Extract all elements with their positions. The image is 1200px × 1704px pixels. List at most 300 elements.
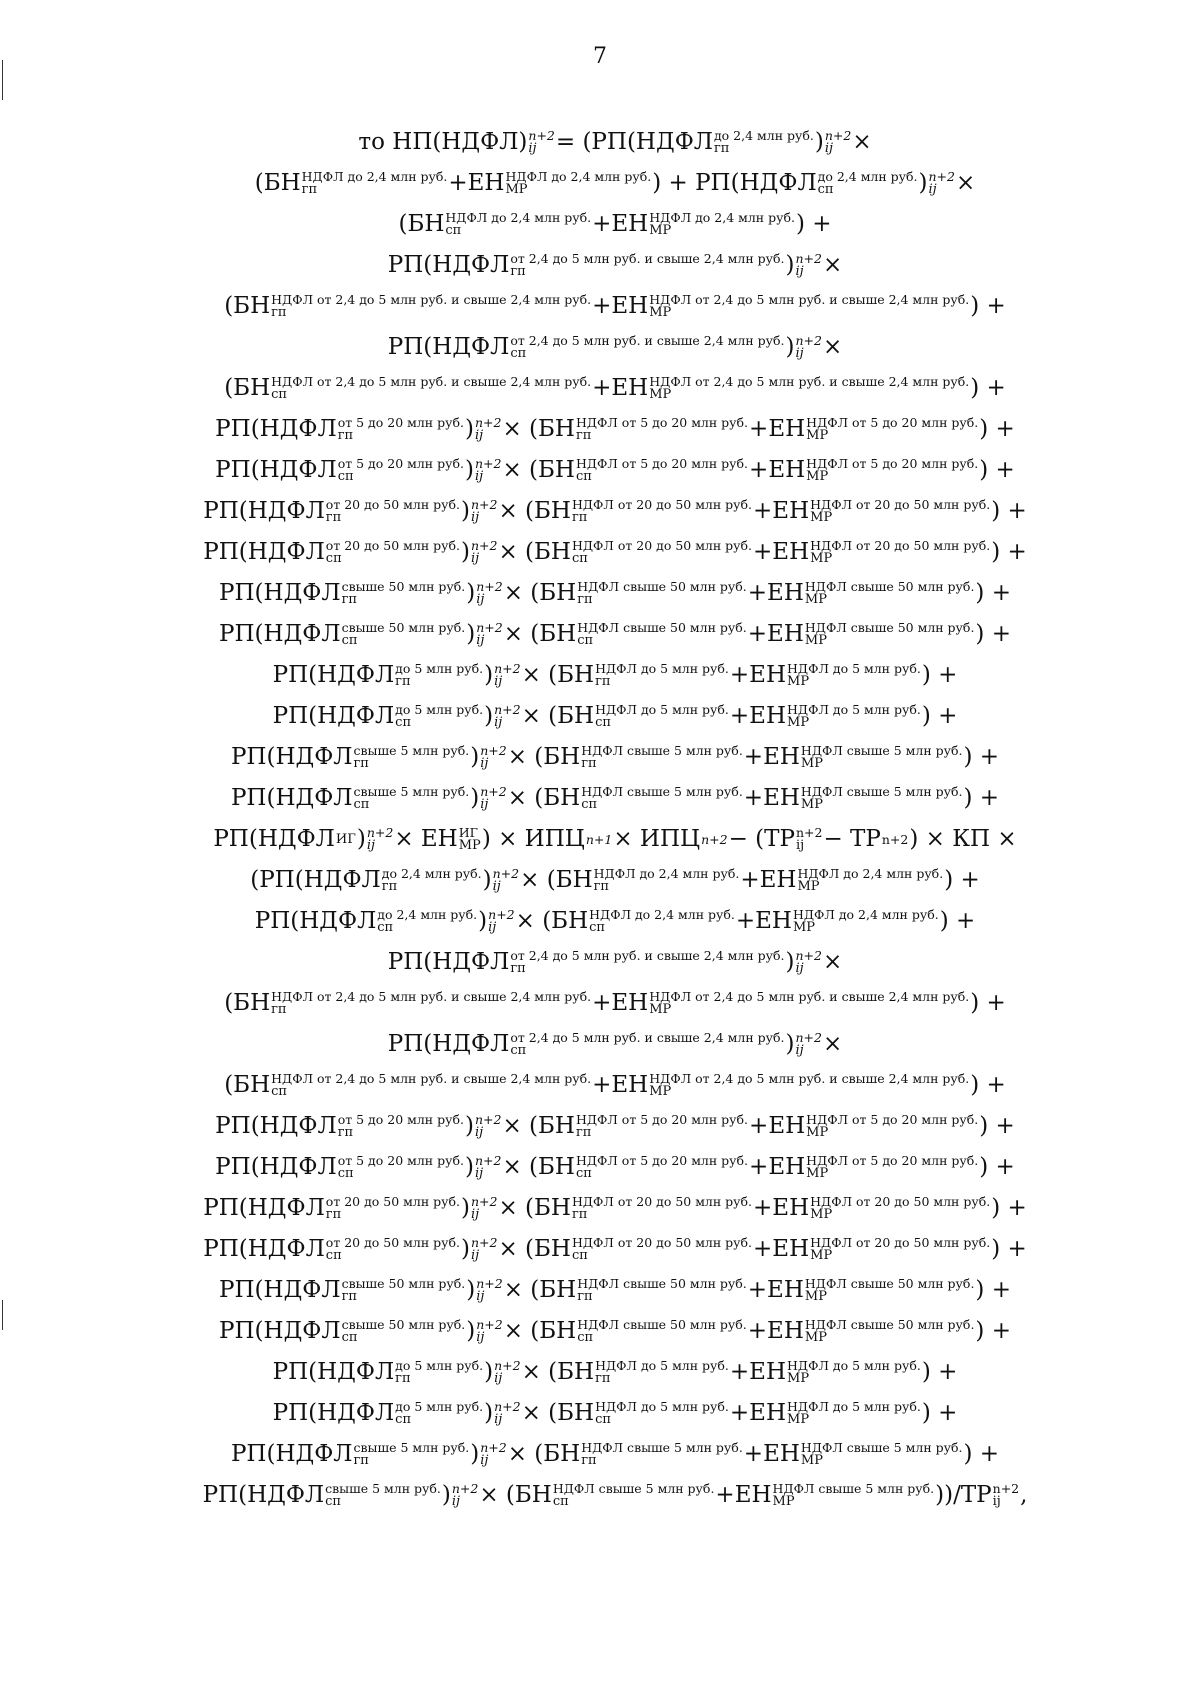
formula-text: ) [785,1031,795,1057]
formula-text: +ЕН [592,990,649,1016]
script-pair [649,293,969,320]
superscript: до 5 млн руб. [395,702,484,718]
formula-text: ) [484,1359,494,1385]
superscript: от 5 до 20 млн руб. [337,1112,464,1128]
script-pair [471,539,497,566]
subscript: сп [337,469,354,485]
subscript: сп [817,182,834,198]
script-pair [271,1072,591,1099]
subscript: гп [325,1207,342,1223]
formula-text: × (БН [507,1441,581,1467]
formula-text: × (БН [503,621,577,647]
formula-text: ) [814,129,824,155]
superscript: до 2,4 млн руб. [381,866,482,882]
superscript: n+2 [476,620,503,636]
formula-text: × ЕН [394,826,458,852]
script-pair [475,457,501,484]
subscript: гп [713,141,730,157]
script-pair [475,416,501,443]
formula-text: ) + [991,498,1027,524]
formula-text: × (БН [498,1195,571,1221]
formula-text: +ЕН [753,1236,810,1262]
script-pair [452,1482,478,1509]
formula-line [110,942,1120,983]
superscript: от 2,4 до 5 млн руб. и свыше 2,4 млн руб. [510,333,785,349]
formula-text: ) [484,1400,494,1426]
formula-text: ) × КП × [909,826,1017,852]
formula-text: = (РП(НДФЛ [555,129,713,155]
script-pair [701,833,727,846]
script-pair [476,1277,502,1304]
script-pair [589,908,735,935]
superscript: n+2 [480,784,507,800]
script-pair [459,826,481,853]
script-pair [806,416,978,443]
formula-text: +ЕН [729,1359,787,1385]
formula-text: ) [461,1236,470,1262]
subscript: гп [301,182,318,198]
formula-line [110,1352,1120,1393]
subscript: гп [593,879,610,895]
formula-text: +ЕН [715,1482,772,1508]
formula-text: +ЕН [592,293,649,319]
superscript: свыше 50 млн руб. [341,579,466,595]
formula-text: РП(НДФЛ [230,1441,353,1467]
script-pair [326,1195,460,1222]
formula-line [110,1229,1120,1270]
subscript: МР [804,633,827,649]
subscript: гп [575,428,592,444]
script-pair [805,621,975,648]
subscript: гп [353,756,369,772]
superscript: n+2 [488,907,515,923]
subscript: МР [787,715,810,731]
formula-text: × (БН [503,580,577,606]
script-pair [572,498,752,525]
script-pair [577,580,747,607]
formula-text: +ЕН [749,416,806,442]
formula-text: (БН [224,375,271,401]
formula-text: ) + [991,1195,1027,1221]
formula-text: × (БН [521,662,595,688]
script-pair [810,498,990,525]
formula-text: ) + [963,785,1000,811]
subscript: МР [772,1494,795,1510]
superscript: НДФЛ от 5 до 20 млн руб. [575,1112,749,1128]
formula-text: ) × ИПЦ [481,826,585,852]
formula-text: ) + [944,867,980,893]
superscript: от 20 до 50 млн руб. [325,497,460,513]
script-pair [528,129,554,156]
script-pair [795,252,821,279]
formula-text: × (БН [502,1154,575,1180]
formula-line [110,819,1120,860]
formula-line [110,1188,1120,1229]
subscript: ij [480,756,489,772]
subscript: гп [271,305,287,321]
subscript: ij [474,428,484,444]
subscript: МР [458,838,481,854]
subscript: сп [589,920,606,936]
subscript: сп [445,223,462,239]
formula-text: ) + [975,580,1011,606]
superscript: от 2,4 до 5 млн руб. и свыше 2,4 млн руб. [510,948,785,964]
script-pair [581,1441,743,1468]
formula-text: РП(НДФЛ [215,457,337,483]
superscript: n+2 [928,169,955,185]
subscript: гп [575,1125,592,1141]
superscript: n+2 [494,1399,521,1415]
subscript: МР [505,182,528,198]
formula-text: РП(НДФЛ [272,662,395,688]
superscript: НДФЛ до 2,4 млн руб. [589,907,735,923]
script-pair [338,1154,464,1181]
formula-text: ) [785,334,795,360]
script-pair [494,703,520,730]
superscript: n+2 [451,1481,479,1497]
subscript: гп [337,1125,354,1141]
formula-line [110,163,1120,204]
superscript: n+2 [494,1358,521,1374]
script-pair [595,703,729,730]
script-pair [326,498,460,525]
subscript: ij [470,1248,480,1264]
script-pair [271,375,591,402]
superscript: НДФЛ свыше 50 млн руб. [804,1276,975,1292]
subscript: ij [366,838,376,854]
superscript: НДФЛ до 2,4 млн руб. [797,866,944,882]
formula-line [110,737,1120,778]
superscript: от 5 до 20 млн руб. [337,456,464,472]
script-pair [806,1154,978,1181]
script-pair [649,990,969,1017]
subscript: сп [510,346,527,362]
script-pair [553,1482,715,1509]
formula-text: +ЕН [743,785,800,811]
script-pair [475,1113,501,1140]
formula-text: × (БН [520,867,593,893]
script-pair [649,211,795,238]
formula-text: ) + [795,211,832,237]
subscript: МР [804,1330,827,1346]
subscript: ij [492,879,501,895]
formula-line [110,614,1120,655]
script-pair [801,744,963,771]
formula-text: +ЕН [753,498,810,524]
subscript: ij [488,920,497,936]
superscript: НДФЛ до 2,4 млн руб. [792,907,939,923]
formula-text: РП(НДФЛ [272,1359,395,1385]
superscript: n+2 [470,538,498,554]
superscript: НДФЛ от 5 до 20 млн руб. [575,415,749,431]
script-pair [595,662,729,689]
script-pair [805,1318,975,1345]
script-pair [510,949,784,976]
script-pair [577,1318,747,1345]
superscript: n+2 [474,456,502,472]
script-pair [797,867,943,894]
formula-text: (БН [224,990,271,1016]
subscript: сп [595,1412,612,1428]
formula-text: ) + [921,703,958,729]
superscript: НДФЛ свыше 5 млн руб. [800,1440,963,1456]
formula-text: ) + [963,1441,1000,1467]
formula-text: +ЕН [743,1441,800,1467]
formula-text: ) [785,949,795,975]
formula-text: × [822,949,843,975]
subscript: МР [810,1248,833,1264]
formula-text: × (БН [503,1277,577,1303]
superscript: НДФЛ от 2,4 до 5 млн руб. и свыше 2,4 млн руб. [271,292,592,308]
superscript: НДФЛ свыше 50 млн руб. [577,579,747,595]
script-pair [510,1031,784,1058]
formula-text: ) + [979,1113,1015,1139]
subscript: МР [792,920,816,936]
script-pair [480,785,506,812]
superscript: НДФЛ от 2,4 до 5 млн руб. и свыше 2,4 млн руб. [649,374,970,390]
script-pair [494,1359,520,1386]
superscript: НДФЛ свыше 50 млн руб. [577,620,747,636]
superscript: n+2 [474,1112,502,1128]
subscript: ij [451,1494,461,1510]
subscript: ij [470,1207,480,1223]
formula-text: РП(НДФЛ [387,334,510,360]
formula-text: × [822,1031,843,1057]
formula-text: +ЕН [729,703,787,729]
subscript: гп [571,510,588,526]
subscript: гп [271,1002,287,1018]
script-pair [377,908,477,935]
subscript: МР [787,1371,810,1387]
formula-text: +ЕН [592,375,649,401]
subscript: ij [474,1166,484,1182]
script-pair [338,1113,464,1140]
script-pair [576,1154,748,1181]
formula-line [110,860,1120,901]
script-pair [793,908,939,935]
superscript: n+2 [992,1481,1020,1497]
subscript: гп [325,510,342,526]
superscript: НДФЛ свыше 5 млн руб. [800,784,963,800]
superscript: до 2,4 млн руб. [817,169,918,185]
superscript: НДФЛ от 2,4 до 5 млн руб. и свыше 2,4 млн руб. [271,989,592,1005]
script-pair [795,949,821,976]
superscript: n+2 [528,128,555,144]
formula-text: ) [464,457,474,483]
formula-text: ) [466,580,476,606]
formula-text: × [955,170,976,196]
script-pair [395,703,483,730]
subscript: ij [494,674,503,690]
script-pair [714,129,814,156]
script-pair [382,867,482,894]
subscript: гп [395,674,411,690]
formula-line [110,1393,1120,1434]
superscript: до 5 млн руб. [395,1399,484,1415]
formula-line [110,1147,1120,1188]
script-pair [577,621,747,648]
subscript: МР [810,1207,833,1223]
formula-text: +ЕН [747,580,804,606]
superscript: НДФЛ до 2,4 млн руб. [445,210,592,226]
superscript: НДФЛ до 5 млн руб. [595,1399,729,1415]
formula-text: ) + [979,1154,1015,1180]
subscript: МР [787,1412,810,1428]
script-pair [595,1359,729,1386]
formula-line [110,655,1120,696]
formula-text: ) + [991,539,1027,565]
formula-text: РП(НДФЛ [230,744,353,770]
subscript: МР [649,1084,672,1100]
subscript: сп [325,1494,342,1510]
formula-text: ) [466,1277,476,1303]
subscript: МР [649,1002,672,1018]
script-pair [805,580,975,607]
script-pair [595,1400,729,1427]
subscript: сп [325,1248,342,1264]
subscript: ij [476,592,485,608]
superscript: НДФЛ свыше 50 млн руб. [804,620,975,636]
superscript: НДФЛ от 2,4 до 5 млн руб. и свыше 2,4 млн руб. [649,1071,970,1087]
script-pair [773,1482,935,1509]
superscript: НДФЛ свыше 5 млн руб. [581,743,743,759]
script-pair [572,539,752,566]
formula-text: +ЕН [749,1113,806,1139]
script-pair [354,744,470,771]
superscript: n+2 [366,825,394,841]
formula-line [110,286,1120,327]
script-pair [787,703,921,730]
subscript: МР [806,1125,829,1141]
superscript: n+2 [476,579,503,595]
formula-text: × (БН [521,703,595,729]
subscript: гп [341,1289,358,1305]
subscript: ij [476,633,485,649]
subscript: сп [510,1043,527,1059]
formula-line [110,1434,1120,1475]
superscript: НДФЛ от 20 до 50 млн руб. [810,538,991,554]
superscript: n+2 [795,825,823,841]
superscript: НДФЛ от 2,4 до 5 млн руб. и свыше 2,4 млн руб. [649,989,970,1005]
formula-text: РП(НДФЛ [213,826,335,852]
script-pair [581,785,743,812]
subscript: ij [470,551,480,567]
formula-text: × ИПЦ [613,826,701,852]
subscript: ij [824,141,834,157]
formula-text: ) + [975,1277,1011,1303]
formula-text: × (БН [498,539,571,565]
superscript: n+2 [824,128,852,144]
formula-line [110,1475,1120,1516]
superscript: n+2 [494,661,521,677]
script-pair [493,867,519,894]
subscript: гп [341,592,358,608]
script-pair [810,1236,990,1263]
subscript: гп [337,428,354,444]
superscript: НДФЛ от 5 до 20 млн руб. [806,456,979,472]
superscript: НДФЛ свыше 5 млн руб. [772,1481,935,1497]
superscript: НДФЛ до 5 млн руб. [787,702,921,718]
superscript: n+2 [474,1153,502,1169]
subscript: ij [480,1453,489,1469]
formula-text: РП(НДФЛ [203,539,325,565]
formula-text: +ЕН [747,1318,804,1344]
formula-line [110,245,1120,286]
script-pair [395,1400,483,1427]
superscript: n+2 [470,1235,498,1251]
formula-text: ) + [921,1359,958,1385]
superscript: от 2,4 до 5 млн руб. и свыше 2,4 млн руб. [510,1030,785,1046]
subscript: сп [571,551,588,567]
script-pair [471,1236,497,1263]
superscript: НДФЛ от 5 до 20 млн руб. [806,1112,979,1128]
script-pair [787,662,921,689]
subscript: МР [806,469,829,485]
formula-line [110,1065,1120,1106]
formula-text: ) [478,908,488,934]
formula-line [110,573,1120,614]
script-pair [805,1277,975,1304]
superscript: n+2 [470,1194,498,1210]
formula-line [110,1024,1120,1065]
superscript: НДФЛ до 5 млн руб. [595,661,729,677]
superscript: от 20 до 50 млн руб. [325,538,460,554]
formula-text: × (БН [479,1482,552,1508]
formula-text: × [822,334,843,360]
superscript: свыше 50 млн руб. [341,620,466,636]
superscript: n+2 [492,866,520,882]
subscript: МР [800,797,823,813]
subscript: МР [810,510,833,526]
scan-edge-mark [2,1300,3,1330]
script-pair [649,375,969,402]
subscript: сп [552,1494,569,1510]
subscript: сп [325,551,342,567]
formula-text: ) + [970,1072,1006,1098]
superscript: от 2,4 до 5 млн руб. и свыше 2,4 млн руб. [510,251,785,267]
formula-text: РП(НДФЛ [219,580,341,606]
script-pair [480,1441,506,1468]
formula-text: РП(НДФЛ [219,1318,341,1344]
script-pair [480,744,506,771]
subscript: ij [992,1494,1001,1510]
superscript: НДФЛ свыше 5 млн руб. [800,743,963,759]
script-pair [810,539,990,566]
formula-text: РП(НДФЛ [230,785,353,811]
script-pair [488,908,514,935]
formula-text: ) + [970,375,1006,401]
formula-text: ) [466,1318,476,1344]
script-pair [586,833,612,846]
subscript: ij [476,1330,485,1346]
superscript: НДФЛ свыше 50 млн руб. [804,579,975,595]
formula-text: РП(НДФЛ [215,1113,337,1139]
superscript: свыше 5 млн руб. [353,784,470,800]
superscript: НДФЛ до 5 млн руб. [595,702,729,718]
script-pair [475,1154,501,1181]
subscript: сп [395,1412,412,1428]
superscript: НДФЛ от 2,4 до 5 млн руб. и свыше 2,4 млн руб. [271,374,592,390]
script-pair [806,1113,978,1140]
superscript: свыше 50 млн руб. [341,1276,466,1292]
formula-text: ) [484,703,494,729]
formula-text: ) + [939,908,976,934]
superscript: НДФЛ свыше 50 млн руб. [804,1317,975,1333]
formula-text: +ЕН [729,662,787,688]
script-pair [476,621,502,648]
formula-text: (БН [398,211,445,237]
formula-text: ) + РП(НДФЛ [652,170,817,196]
